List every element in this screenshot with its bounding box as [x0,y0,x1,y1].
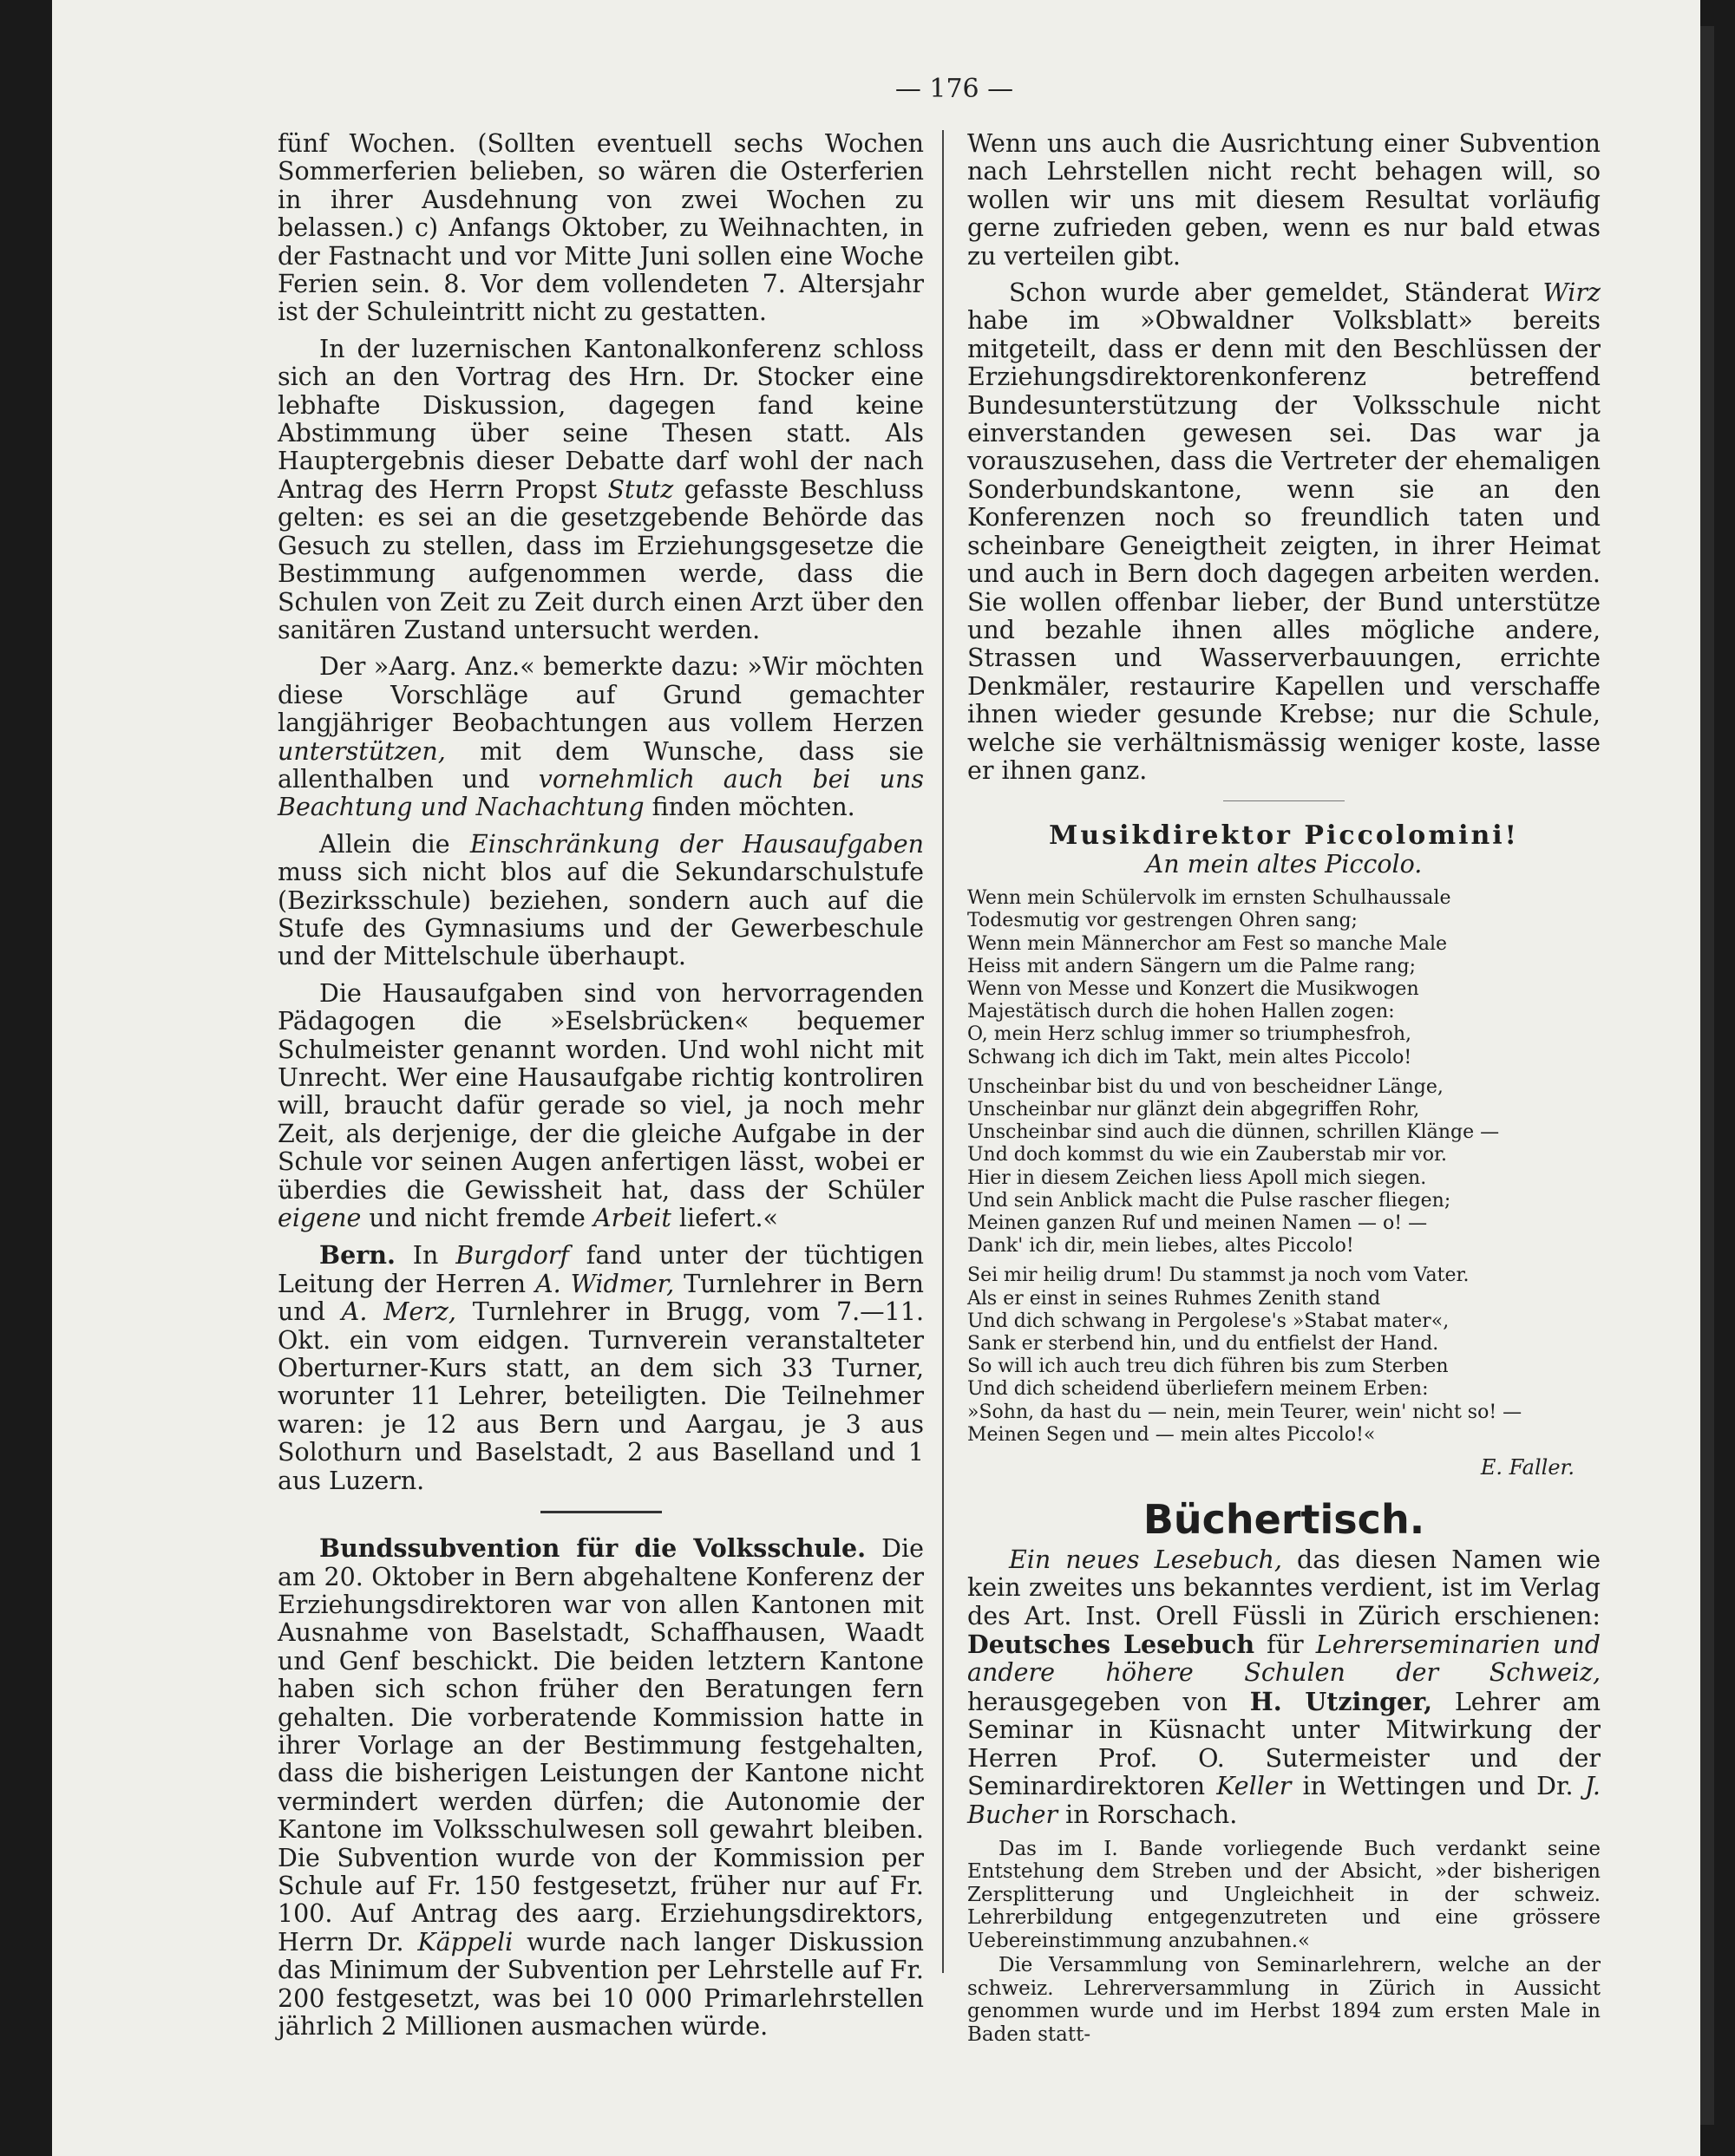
poem-stanza [967,887,1601,1069]
left-column [278,130,924,2049]
page-number: — 176 — [894,74,1014,104]
right-paragraph-2: Schon wurde aber gemeldet, Ständerat Wirz habe im »Obwaldner Volksblatt» bereits mitgeteilt, dass er denn mit den Beschlüssen der Erziehungsdirektorenkonferenz betreffend Bundesunterstützung der Volksschule nicht einverstanden gewesen sei. Das war ja vorauszusehen, dass die Vertreter der ehemaligen Sonderbundskantone, wenn sie an den Konferenzen noch so freundlich taten und scheinbare Geneigtheit zeigten, in ihrer Heimat und auch in Bern doch dagegen arbeiten werden. Sie wollen offenbar lieber, der Bund unterstütze und bezahle ihnen alles mögliche andere, Strassen und Wasserverbauungen, errichte Denkmäler, restaurire Kapellen und verschaffe ihnen wieder gesunde Krebse; nur die Schule, welche sie verhältnismässig weniger koste, lasse er ihnen ganz. [967,278,1601,785]
poem-line: Hier in diesem Zeichen liess Apoll mich siegen. [967,1166,1427,1189]
poem-title: Musikdirektor Piccolomini! [1049,820,1519,852]
small-print-block [967,1838,1601,2047]
poem-line: Und doch kommst du wie ein Zauberstab mir vor. [967,1144,1448,1166]
section-heading-buechertisch: Büchertisch. [1142,1496,1425,1544]
left-paragraph-1: fünf Wochen. (Sollten eventuell sechs Wochen Sommerferien belieben, so wären die Osterferien in ihrer Ausdehnung von zwei Wochen zu belassen.) c) Anfangs Oktober, zu Weihnachten, in der Fastnacht und vor Mitte Juni sollen eine Woche Ferien sein. 8. Vor dem vollendeten 7. Altersjahr ist der Schuleintritt nicht zu gestatten. [278,129,924,327]
scan-border [1700,26,1714,2125]
section-rule [1223,800,1345,801]
poem-line: Todesmutig vor gestrengen Ohren sang; [967,910,1358,932]
poem-line: Wenn von Messe und Konzert die Musikwogen [967,977,1419,1000]
poem-stanza [967,1076,1601,1258]
poem-line: »Sohn, da hast du — nein, mein Teurer, wein' nicht so! — [967,1401,1522,1423]
column-divider [942,130,944,1973]
poem-line: Schwang ich dich im Takt, mein altes Piccolo! [967,1046,1412,1068]
small-paragraph-1: Das im I. Bande vorliegende Buch verdankt seine Entstehung dem Streben und der Absicht, »der bisherigen Zersplitterung und Ungleichheit in der schweiz. Lehrerbildung entgegenzutreten und eine grössere Uebereinstimmung anzubahnen.« [967,1837,1601,1952]
poem-line: O, mein Herz schlug immer so triumphesfroh, [967,1023,1412,1046]
small-paragraph-2: Die Versammlung von Seminarlehrern, welche an der schweiz. Lehrerversammlung in Zürich in Aussicht genommen wurde und im Herbst 1894 zum ersten Male in Baden statt- [967,1954,1601,2046]
left-paragraph-bern: Bern. In Burgdorf fand unter der tüchtigen Leitung der Herren A. Widmer, Turnlehrer in Bern und A. Merz, Turnlehrer in Brugg, vom 7.—11. Okt. ein vom eidgen. Turnverein veranstalteter Oberturner-Kurs statt, an dem sich 33 Turner, worunter 11 Lehrer, beteiligten. Die Teilnehmer waren: je 12 aus Bern und Aargau, je 3 aus Solothurn und Baselstadt, 2 aus Baselland und 1 aus Luzern. [278,1240,925,1495]
left-paragraph-5: Die Hausaufgaben sind von hervorragenden Pädagogen die »Eselsbrücken« bequemer Schulmeister genannt worden. Und wohl nicht mit Unrecht. Wer eine Hausaufgabe richtig kontroliren will, braucht dafür gerade so viel, ja noch mehr Zeit, als derjenige, der die gleiche Aufgabe in der Schule vor seinen Augen anfertigen lässt, wobei er überdies die Gewissheit hat, dass der Schüler eigene und nicht fremde Arbeit liefert.« [278,978,924,1233]
poem-line: Sank er sterbend hin, und du entfielst der Hand. [967,1333,1439,1356]
left-paragraph-2: In der luzernischen Kantonalkonferenz schloss sich an den Vortrag des Hrn. Dr. Stocker eine lebhafte Diskussion, dagegen fand keine Abstimmung über seine Thesen statt. Als Hauptergebnis dieser Debatte darf wohl der nach Antrag des Herrn Propst Stutz gefasste Beschluss gelten: es sei an die gesetzgebende Behörde das Gesuch zu stellen, dass im Erziehungsgesetze die Bestimmung aufgenommen werde, dass die Schulen von Zeit zu Zeit durch einen Arzt über den sanitären Zustand untersucht werden. [278,334,924,644]
poem-line: Als er einst in seines Ruhmes Zenith stand [967,1287,1381,1310]
poem [967,887,1601,1447]
poem-line: Majestätisch durch die hohen Hallen zogen: [967,1001,1395,1023]
poem-line: Unscheinbar bist du und von bescheidner Länge, [967,1075,1444,1098]
left-paragraph-4: Allein die Einschränkung der Hausaufgaben muss sich nicht blos auf die Sekundarschulstufe (Bezirksschule) beziehen, sondern auch auf die Stufe des Gymnasiums und der Gewerbeschule und der Mittelschule überhaupt. [278,829,924,971]
poem-line: Meinen Segen und — mein altes Piccolo!« [967,1423,1376,1446]
poem-line: Unscheinbar nur glänzt dein abgegriffen Rohr, [967,1098,1420,1120]
poem-line: Und sein Anblick macht die Pulse rascher fliegen; [967,1189,1451,1212]
right-paragraph-1: Wenn uns auch die Ausrichtung einer Subvention nach Lehrstellen nicht recht behagen will, so wollen wir uns mit diesem Resultat vorläufig gerne zufrieden geben, wenn es nur bald etwas zu verteilen gibt. [967,129,1601,271]
left-paragraph-bundssubvention: Bundssubvention für die Volksschule. Die am 20. Oktober in Bern abgehaltene Konferenz der Erziehungsdirektoren war von allen Kantonen mit Ausnahme von Baselstadt, Schaffhausen, Waadt und Genf beschickt. Die beiden letztern Kantone haben sich schon früher den Beratungen fern gehalten. Die vorberatende Kommission hatte in ihrer Vorlage an der Bestimmung festgehalten, dass die bisherigen Leistungen der Kantone nicht vermindert werden dürfen; die Autonomie der Kantone im Volksschulwesen soll gewahrt bleiben. Die Subvention wurde von der Kommission per Schule auf Fr. 150 festgesetzt, früher nur auf Fr. 100. Auf Antrag des aarg. Erziehungsdirektors, Herrn Dr. Käppeli wurde nach langer Diskussion das Minimum der Subvention per Lehrstelle auf Fr. 200 festgesetzt, was bei 10 000 Primarlehrstellen jährlich 2 Millionen ausmachen würde. [278,1533,925,2041]
poem-line: Wenn mein Schülervolk im ernsten Schulhaussale [967,887,1451,910]
poem-subtitle: An mein altes Piccolo. [1145,849,1423,879]
poem-line: Unscheinbar sind auch die dünnen, schrillen Klänge — [967,1121,1500,1144]
poem-line: Wenn mein Männerchor am Fest so manche Male [967,932,1448,955]
poem-line: Heiss mit andern Sängern um die Palme rang; [967,955,1417,977]
poem-author: E. Faller. [1480,1455,1575,1480]
left-paragraph-3: Der »Aarg. Anz.« bemerkte dazu: »Wir möchten diese Vorschläge auf Grund gemachter langjähriger Beobachtungen aus vollem Herzen unterstützen, mit dem Wunsche, dass sie allenthalben und vornehmlich auch bei uns Beachtung und Nachachtung finden möchten. [278,652,924,822]
section-rule [540,1511,662,1513]
right-column [967,130,1601,2048]
poem-stanza [967,1264,1601,1447]
poem-line: Meinen ganzen Ruf und meinen Namen — o! — [967,1212,1428,1234]
poem-line: So will ich auch treu dich führen bis zum Sterben [967,1356,1449,1378]
poem-line: Und dich schwang in Pergolese's »Stabat mater«, [967,1310,1450,1332]
poem-line: Sei mir heilig drum! Du stammst ja noch vom Vater. [967,1264,1470,1287]
right-paragraph-lesebuch: Ein neues Lesebuch, das diesen Namen wie kein zweites uns bekanntes verdient, ist im Verlag des Art. Inst. Orell Füssli in Zürich erschienen: Deutsches Lesebuch für Lehrerseminarien und andere höhere Schulen der Schweiz, herausgegeben von H. Utzinger, Lehrer am Seminar in Küsnacht unter Mitwirkung der Herren Prof. O. Sutermeister und der Seminardirektoren Keller in Wettingen und Dr. J. Bucher in Rorschach. [967,1545,1601,1829]
poem-line: Und dich scheidend überliefern meinem Erben: [967,1378,1429,1401]
poem-line: Dank' ich dir, mein liebes, altes Piccolo! [967,1235,1354,1258]
